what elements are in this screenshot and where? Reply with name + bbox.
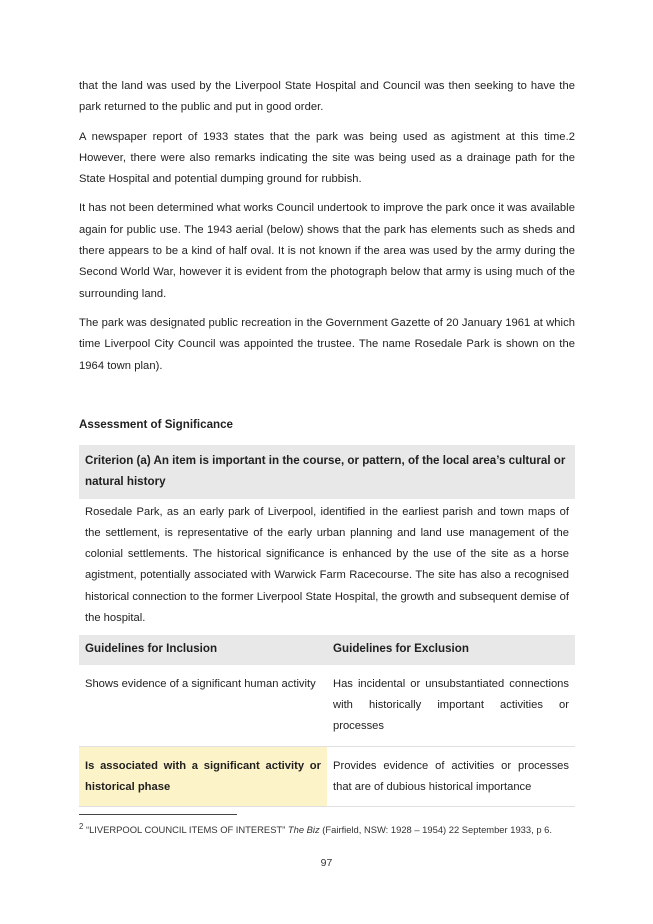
- footnote-text-pre: “LIVERPOOL COUNCIL ITEMS OF INTEREST”: [83, 824, 288, 836]
- footnote: [79, 820, 575, 836]
- table-row: [79, 665, 575, 746]
- inclusion-cell-highlighted: Is associated with a significant activity or historical phase: [79, 746, 327, 806]
- inclusion-header: Guidelines for Inclusion: [79, 635, 327, 665]
- footnote-marker: 2: [79, 822, 84, 831]
- criterion-heading: Criterion (a) An item is important in the course, or pattern, of the local area’s cultural or natural history: [79, 445, 575, 499]
- exclusion-header: Guidelines for Exclusion: [327, 635, 575, 665]
- exclusion-cell: Provides evidence of activities or processes that are of dubious historical importance: [327, 746, 575, 806]
- paragraph-works-1943: It has not been determined what works Council undertook to improve the park once it was available again for public use. The 1943 aerial (below) shows that the park has elements such as sheds and there appears to be a kind of half oval. It is not known if the area was used by the army during the Second World War, however it is evident from the photograph below that army is using much of the surrounding land.: [79, 202, 575, 300]
- section-title: Assessment of Significance: [79, 417, 233, 431]
- paragraph-designation-1961: The park was designated public recreation in the Government Gazette of 20 January 1961 at which time Liverpool City Council was appointed the trustee. The name Rosedale Park is shown on the 1964 town plan).: [79, 316, 575, 372]
- footnote-publication: The Biz: [287, 824, 320, 836]
- page-number: 97: [320, 857, 333, 869]
- criterion-text: Rosedale Park, as an early park of Liverpool, identified in the earliest parish and town maps of the settlement, is representative of the early urban planning and land use management of the colonial settlements. The historical significance is enhanced by the use of the site as a horse agistment, potentially associated with Warwick Farm Racecourse. The site has also a recognised historical connection to the former Liverpool State Hospital, the growth and subsequent demise of the hospital.: [85, 505, 569, 624]
- inclusion-cell: Shows evidence of a significant human activity: [79, 665, 327, 746]
- guidelines-table: [79, 635, 575, 807]
- table-row: [79, 746, 575, 806]
- document-page: [79, 76, 575, 807]
- paragraph-newspaper-1933: A newspaper report of 1933 states that the park was being used as agistment at this time.2 However, there were also remarks indicating the site was being used as a drainage path for the State Hospital and potential dumping ground for rubbish.: [79, 130, 575, 186]
- exclusion-cell: Has incidental or unsubstantiated connections with historically important activities or processes: [327, 665, 575, 746]
- criterion-block: [79, 445, 575, 635]
- footnote-divider: [79, 814, 237, 815]
- paragraph-hospital-use: that the land was used by the Liverpool State Hospital and Council was then seeking to have the park returned to the public and put in good order.: [79, 80, 575, 114]
- footnote-text-post: (Fairfield, NSW: 1928 – 1954) 22 September 1933, p 6.: [319, 824, 552, 836]
- guidelines-header-row: [79, 635, 575, 665]
